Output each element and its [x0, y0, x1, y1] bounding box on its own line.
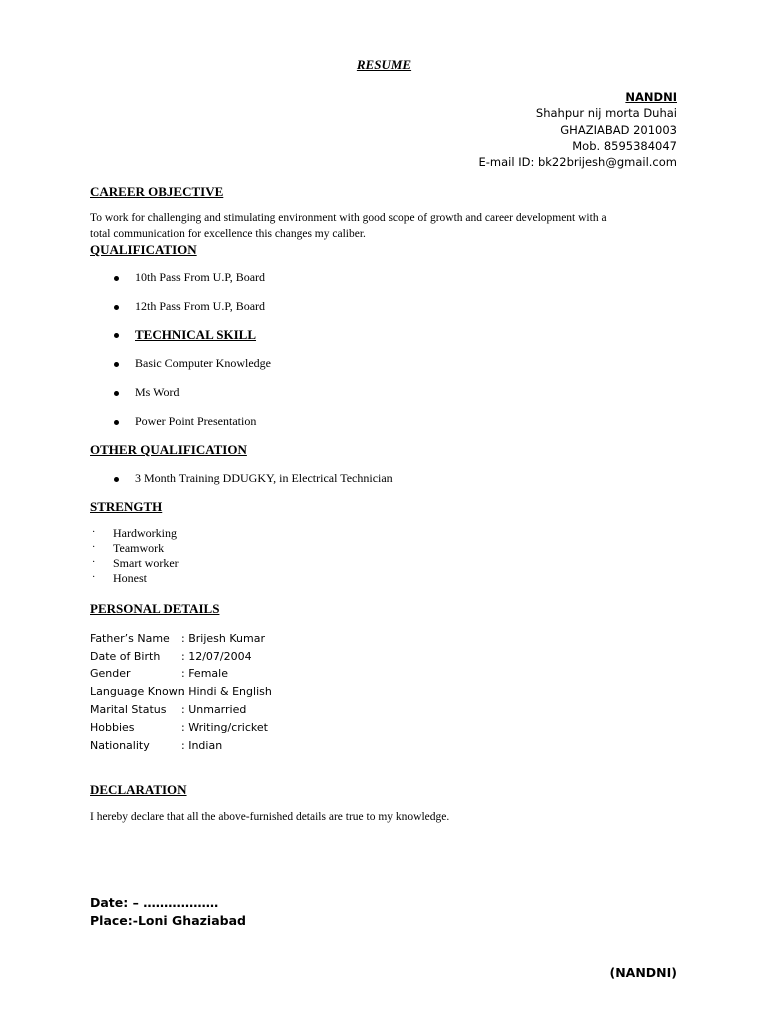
qualification-heading: QUALIFICATION: [90, 242, 197, 257]
bullet-icon: [114, 391, 119, 396]
detail-value: : 12/07/2004: [181, 650, 252, 663]
address-line-2: GHAZIABAD 201003: [560, 122, 677, 137]
bullet-icon: ·: [92, 557, 96, 568]
signature-name: (NANDNI): [609, 965, 677, 980]
detail-value: : Unmarried: [181, 703, 247, 716]
detail-value: : Hindi & English: [181, 685, 272, 698]
career-objective-line-1: To work for challenging and stimulating environment with good scope of growth and career development with a: [90, 212, 607, 224]
personal-detail-row: [90, 685, 272, 698]
strength-item: Honest: [113, 571, 147, 585]
detail-label: Language Known: [90, 685, 185, 698]
declaration-text: I hereby declare that all the above-furnished details are true to my knowledge.: [90, 811, 450, 823]
technical-skill-item: Ms Word: [135, 385, 180, 399]
bullet-icon: [114, 477, 119, 482]
detail-label: Marital Status: [90, 703, 167, 716]
declaration-heading: DECLARATION: [90, 782, 187, 797]
personal-detail-row: [90, 721, 268, 734]
strength-item: Teamwork: [113, 541, 165, 555]
contact-block: [478, 89, 677, 170]
bullet-icon: [114, 420, 119, 425]
bullet-icon: ·: [92, 542, 96, 553]
bullet-icon: [114, 362, 119, 367]
personal-detail-row: [90, 650, 252, 663]
detail-label: Father’s Name: [90, 632, 170, 645]
technical-skill-item: Power Point Presentation: [135, 414, 257, 428]
bullet-icon: [114, 305, 119, 310]
strength-item: Smart worker: [113, 556, 179, 570]
personal-detail-row: [90, 703, 246, 716]
technical-skill-item: Basic Computer Knowledge: [135, 356, 271, 370]
detail-label: Nationality: [90, 739, 150, 752]
detail-value: : Indian: [181, 739, 223, 752]
detail-label: Gender: [90, 667, 131, 680]
bullet-icon: ·: [92, 572, 96, 583]
personal-detail-row: [90, 667, 228, 680]
career-objective-heading: CAREER OBJECTIVE: [90, 184, 224, 199]
detail-value: : Writing/cricket: [181, 721, 268, 734]
personal-detail-row: [90, 632, 265, 645]
personal-detail-row: [90, 739, 222, 752]
candidate-name: NANDNI: [625, 90, 677, 104]
date-field: Date: – ………………: [90, 895, 219, 910]
bullet-icon: ·: [92, 527, 96, 538]
detail-label: Date of Birth: [90, 650, 161, 663]
bullet-icon: [114, 333, 119, 338]
detail-label: Hobbies: [90, 721, 135, 734]
other-qualification-item: 3 Month Training DDUGKY, in Electrical Technician: [135, 471, 393, 485]
qualification-item: 12th Pass From U.P, Board: [135, 299, 266, 313]
technical-skill-heading: TECHNICAL SKILL: [135, 327, 257, 342]
mobile-number: Mob. 8595384047: [572, 138, 677, 153]
strength-heading: STRENGTH: [90, 499, 163, 514]
other-qualification-heading: OTHER QUALIFICATION: [90, 442, 247, 457]
place-field: Place:-Loni Ghaziabad: [90, 913, 246, 928]
email-address: E-mail ID: bk22brijesh@gmail.com: [478, 155, 677, 170]
detail-value: : Female: [181, 667, 228, 680]
strength-item: Hardworking: [113, 526, 177, 540]
resume-title: RESUME: [356, 57, 412, 72]
address-line-1: Shahpur nij morta Duhai: [535, 106, 677, 121]
qualification-item: 10th Pass From U.P, Board: [135, 270, 266, 284]
bullet-icon: [114, 276, 119, 281]
personal-details-heading: PERSONAL DETAILS: [90, 601, 220, 616]
detail-value: : Brijesh Kumar: [181, 632, 265, 645]
career-objective-line-2: total communication for excellence this changes my caliber.: [90, 228, 366, 240]
